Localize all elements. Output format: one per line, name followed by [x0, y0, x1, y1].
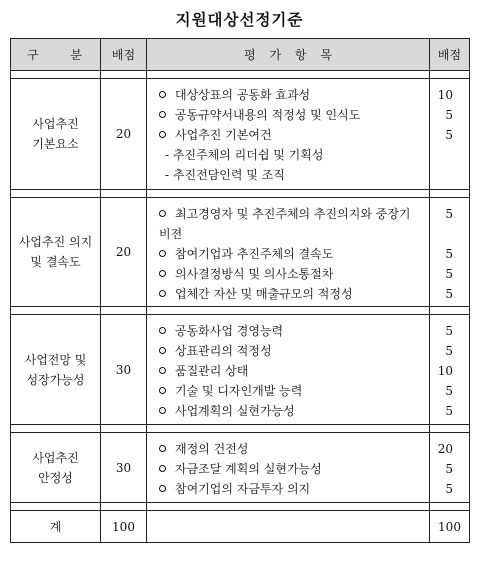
bullet-icon	[159, 485, 166, 492]
total-points: 100	[430, 511, 470, 543]
document-title: 지원대상선정기준	[175, 10, 304, 29]
total-row	[11, 511, 470, 543]
section-category: 사업추진 기본요소	[11, 79, 101, 190]
section-category: 사업추진 안정성	[11, 433, 101, 503]
sub-item: - 추진전담인력 및 조직	[165, 168, 285, 182]
header-score: 배점	[101, 39, 147, 71]
list-item: 의사결정방식 및 의사소통절차	[159, 264, 425, 284]
section-points: 10 5 5	[430, 79, 470, 190]
list-item: 대상상표의 공동화 효과성	[159, 85, 425, 105]
list-item: 사업계획의 실현가능성	[159, 401, 425, 421]
list-item: 공동화사업 경영능력	[159, 321, 425, 341]
bullet-icon	[159, 250, 166, 257]
section-score: 30	[101, 315, 147, 425]
section-row	[11, 79, 470, 190]
list-item: 기술 및 디자인개발 능력	[159, 381, 425, 401]
header-row	[11, 39, 470, 71]
header-points: 배점	[430, 39, 470, 71]
header-category: 구 분	[11, 39, 101, 71]
total-score: 100	[101, 511, 147, 543]
list-item: 참여기업의 자금투자 의지	[159, 479, 425, 499]
list-item: 최고경영자 및 추진주체의 추진의지와 중장기 비젼	[159, 207, 411, 241]
list-item: 자금조달 계획의 실현가능성	[159, 459, 425, 479]
bullet-icon	[159, 290, 166, 297]
list-item: 업체간 자산 및 매출규모의 적정성	[159, 284, 425, 304]
bullet-icon	[159, 91, 166, 98]
bullet-icon	[159, 387, 166, 394]
bullet-icon	[159, 347, 166, 354]
section-items	[147, 315, 430, 425]
section-row	[11, 315, 470, 425]
section-points: 5 5 10 5 5	[430, 315, 470, 425]
criteria-table	[10, 38, 470, 543]
section-row	[11, 198, 470, 307]
section-score: 20	[101, 79, 147, 190]
bullet-icon	[159, 327, 166, 334]
bullet-icon	[159, 407, 166, 414]
list-item: 품질관리 상태	[159, 361, 425, 381]
bullet-icon	[159, 111, 166, 118]
header-items: 평 가 항 목	[147, 39, 430, 71]
list-item: 상표관리의 적정성	[159, 341, 425, 361]
sub-item: - 추진주체의 리더쉽 및 기획성	[165, 148, 324, 162]
section-score: 20	[101, 198, 147, 307]
bullet-icon	[159, 367, 166, 374]
section-score: 30	[101, 433, 147, 503]
bullet-icon	[159, 445, 166, 452]
list-item: 참여기업과 추진주체의 결속도	[159, 244, 425, 264]
list-item: 재정의 건전성	[159, 439, 425, 459]
section-items	[147, 79, 430, 190]
total-label: 계	[11, 511, 101, 543]
bullet-icon	[159, 131, 166, 138]
section-points: 5 5 5 5	[430, 198, 470, 307]
total-empty	[147, 511, 430, 543]
section-category: 사업추진 의지 및 결속도	[11, 198, 101, 307]
section-items	[147, 433, 430, 503]
bullet-icon	[159, 465, 166, 472]
list-item: 사업추진 기본여건	[159, 125, 425, 145]
section-items	[147, 198, 430, 307]
section-category: 사업전망 및 성장가능성	[11, 315, 101, 425]
bullet-icon	[159, 210, 166, 217]
section-points: 20 5 5	[430, 433, 470, 503]
bullet-icon	[159, 270, 166, 277]
section-row	[11, 433, 470, 503]
list-item: 공동규약서내용의 적정성 및 인식도	[159, 105, 425, 125]
